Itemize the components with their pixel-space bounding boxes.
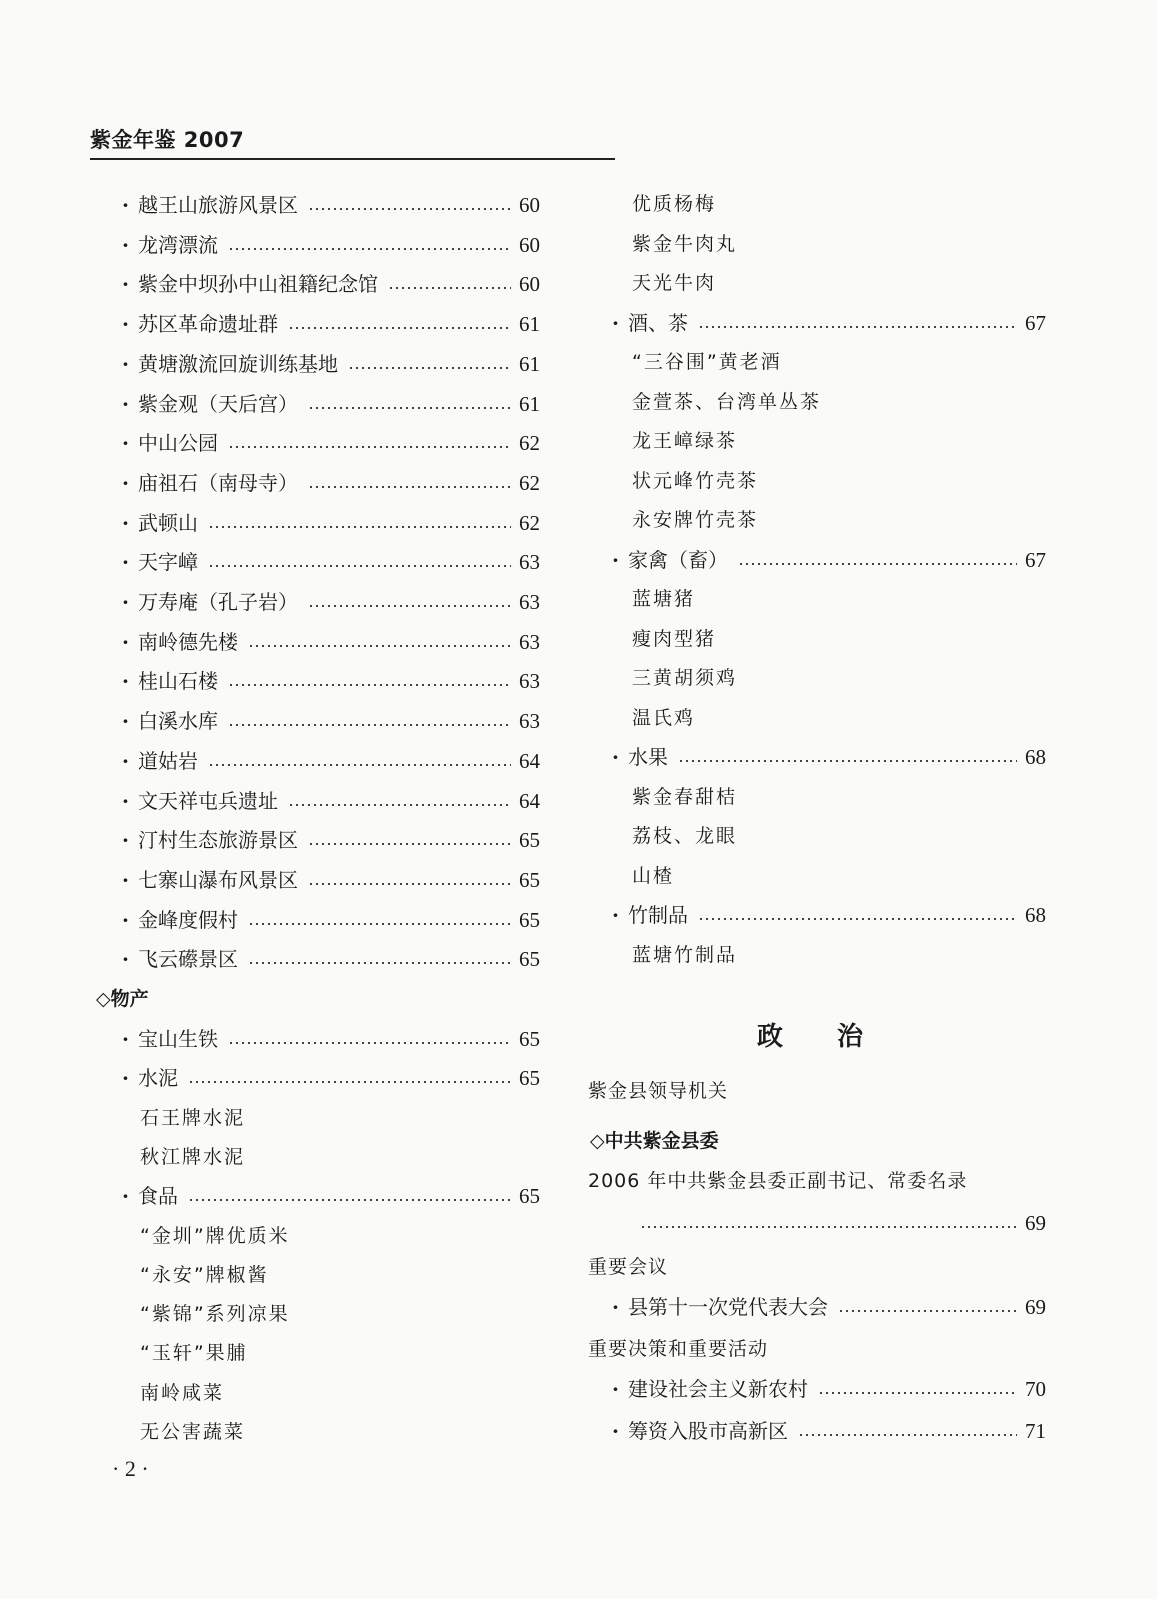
dot-leader bbox=[678, 760, 1017, 762]
page-number: 68 bbox=[1025, 903, 1046, 927]
leadership-heading: 紫金县领导机关 bbox=[588, 1080, 729, 1102]
bullet: · bbox=[122, 550, 129, 575]
toc-entry bbox=[122, 585, 540, 619]
bullet: · bbox=[122, 788, 129, 813]
dot-leader bbox=[228, 446, 511, 448]
decisions-heading: 重要决策和重要活动 bbox=[588, 1338, 769, 1360]
bullet: · bbox=[122, 232, 129, 257]
toc-entry bbox=[612, 740, 1046, 774]
bullet: · bbox=[122, 391, 129, 416]
sub-item: 秋江牌水泥 bbox=[140, 1145, 246, 1168]
entry-label: 苏区革命遗址群 bbox=[138, 312, 278, 337]
entry-label: 县第十一次党代表大会 bbox=[628, 1295, 828, 1319]
entry-label: 七寨山瀑布风景区 bbox=[138, 867, 298, 892]
sub-item: 状元峰竹壳茶 bbox=[632, 469, 759, 492]
bullet: · bbox=[612, 1419, 619, 1443]
toc-entry bbox=[122, 426, 540, 460]
toc-entry bbox=[122, 307, 540, 341]
page-number: 62 bbox=[519, 510, 540, 535]
bullet: · bbox=[612, 745, 619, 769]
page-number: 61 bbox=[519, 312, 540, 337]
header-title: 紫金年鉴 2007 bbox=[90, 128, 245, 152]
page-number: 65 bbox=[519, 1027, 540, 1051]
entry-label: 庙祖石（南母寺） bbox=[138, 470, 298, 495]
page-number: 70 bbox=[1025, 1377, 1046, 1401]
sub-item: 无公害蔬菜 bbox=[140, 1421, 246, 1443]
dot-leader bbox=[248, 645, 511, 647]
toc-entry bbox=[122, 1061, 540, 1095]
page-number: 62 bbox=[519, 470, 540, 495]
bullet: · bbox=[122, 470, 129, 495]
dot-leader bbox=[288, 327, 511, 329]
page-number: 63 bbox=[519, 669, 540, 694]
dot-leader bbox=[698, 918, 1017, 920]
entry-label: 龙湾漂流 bbox=[138, 232, 218, 257]
dot-leader bbox=[288, 804, 511, 806]
sub-item: 天光牛肉 bbox=[632, 272, 717, 294]
sub-item: 南岭咸菜 bbox=[140, 1381, 225, 1404]
roster-entry bbox=[640, 1206, 1046, 1240]
page-number: 65 bbox=[519, 947, 540, 972]
bullet: · bbox=[122, 947, 129, 972]
dot-leader bbox=[798, 1434, 1017, 1436]
dot-leader bbox=[228, 684, 511, 686]
page-number: 71 bbox=[1025, 1419, 1046, 1443]
dot-leader bbox=[640, 1226, 1017, 1228]
toc-entry bbox=[122, 942, 540, 976]
entry-label: 水泥 bbox=[138, 1066, 178, 1091]
bullet: · bbox=[122, 629, 129, 654]
bullet: · bbox=[122, 709, 129, 734]
bullet: · bbox=[122, 1066, 129, 1091]
page-number: 65 bbox=[519, 907, 540, 932]
bullet: · bbox=[612, 1377, 619, 1401]
toc-entry bbox=[122, 664, 540, 698]
toc-entry bbox=[122, 863, 540, 897]
toc-entry bbox=[612, 1414, 1046, 1448]
page-number: 67 bbox=[1025, 547, 1046, 572]
page-number: 60 bbox=[519, 193, 540, 217]
entry-label: 天字嶂 bbox=[138, 550, 198, 575]
toc-entry bbox=[122, 267, 540, 301]
sub-item: “玉轩”果脯 bbox=[140, 1342, 248, 1365]
entry-label: 汀村生态旅游景区 bbox=[138, 828, 298, 853]
bullet: · bbox=[122, 907, 129, 932]
entry-label: 紫金观（天后宫） bbox=[138, 391, 298, 416]
toc-entry bbox=[122, 506, 540, 540]
sub-item: 蓝塘猪 bbox=[632, 588, 696, 610]
bullet: · bbox=[122, 351, 129, 376]
dot-leader bbox=[188, 1081, 511, 1083]
sub-item: 紫金春甜桔 bbox=[632, 785, 738, 808]
bullet: · bbox=[122, 312, 129, 337]
dot-leader bbox=[698, 326, 1017, 328]
dot-leader bbox=[738, 563, 1017, 565]
page-number: 65 bbox=[519, 828, 540, 853]
entry-label: 越王山旅游风景区 bbox=[138, 193, 298, 217]
dot-leader bbox=[228, 724, 511, 726]
sub-item: “金圳”牌优质米 bbox=[140, 1224, 290, 1247]
toc-entry bbox=[612, 1372, 1046, 1406]
bullet: · bbox=[122, 1184, 129, 1209]
entry-label: 紫金中坝孙中山祖籍纪念馆 bbox=[138, 272, 378, 297]
dot-leader bbox=[228, 1042, 511, 1044]
entry-label: 水果 bbox=[628, 745, 668, 769]
entry-label: 武顿山 bbox=[138, 510, 198, 535]
entry-label: 竹制品 bbox=[628, 903, 688, 927]
page-number: 61 bbox=[519, 351, 540, 376]
page-number: 68 bbox=[1025, 745, 1046, 769]
toc-entry bbox=[122, 784, 540, 818]
dot-leader bbox=[308, 605, 511, 607]
dot-leader bbox=[248, 962, 511, 964]
entry-label: 南岭德先楼 bbox=[138, 629, 238, 654]
dot-leader bbox=[308, 883, 511, 885]
toc-entry bbox=[122, 903, 540, 937]
toc-entry bbox=[122, 625, 540, 659]
roster-title: 2006 年中共紫金县委正副书记、常委名录 bbox=[588, 1170, 968, 1192]
sub-item: 瘦肉型猪 bbox=[632, 627, 717, 650]
bullet: · bbox=[122, 828, 129, 853]
toc-entry bbox=[122, 228, 540, 262]
page-number: 60 bbox=[519, 272, 540, 297]
toc-entry bbox=[122, 744, 540, 778]
toc-entry bbox=[122, 188, 540, 222]
toc-entry bbox=[122, 823, 540, 857]
bullet: · bbox=[122, 867, 129, 892]
dot-leader bbox=[388, 287, 511, 289]
entry-label: 文天祥屯兵遗址 bbox=[138, 788, 278, 813]
sub-item: 龙王嶂绿茶 bbox=[632, 430, 738, 452]
toc-entry bbox=[122, 387, 540, 421]
page-number: 69 bbox=[1025, 1211, 1046, 1235]
page-number: 62 bbox=[519, 431, 540, 456]
chapter-title: 政治 bbox=[757, 1022, 918, 1052]
entry-label: 白溪水库 bbox=[138, 709, 218, 734]
page-number: 65 bbox=[519, 1184, 540, 1209]
sub-item: 金萱茶、台湾单丛茶 bbox=[632, 390, 822, 413]
footer-page-number: · 2 · bbox=[112, 1456, 149, 1481]
page-number: 64 bbox=[519, 748, 540, 773]
entry-label: 万寿庵（孔子岩） bbox=[138, 590, 298, 614]
dot-leader bbox=[348, 367, 511, 369]
entry-label: 筹资入股市高新区 bbox=[628, 1419, 788, 1443]
page-number: 61 bbox=[519, 391, 540, 416]
sub-item: 山楂 bbox=[632, 864, 675, 887]
page-number: 63 bbox=[519, 629, 540, 654]
page-number: 64 bbox=[519, 788, 540, 813]
dot-leader bbox=[818, 1392, 1017, 1394]
page-number: 69 bbox=[1025, 1295, 1046, 1319]
dot-leader bbox=[838, 1310, 1017, 1312]
toc-entry bbox=[612, 543, 1046, 577]
page-number: 63 bbox=[519, 709, 540, 734]
sub-item: 石王牌水泥 bbox=[140, 1106, 246, 1129]
sub-item: 三黄胡须鸡 bbox=[632, 667, 738, 689]
page-number: 63 bbox=[519, 550, 540, 575]
sub-item: 蓝塘竹制品 bbox=[632, 943, 738, 966]
toc-entry bbox=[612, 898, 1046, 932]
page-number: 67 bbox=[1025, 310, 1046, 335]
bullet: · bbox=[122, 1027, 129, 1051]
toc-entry bbox=[612, 306, 1046, 340]
entry-label: 黄塘激流回旋训练基地 bbox=[138, 351, 338, 376]
entry-label: 酒、茶 bbox=[628, 310, 688, 335]
bullet: · bbox=[612, 903, 619, 927]
sub-item: “紫锦”系列凉果 bbox=[140, 1303, 290, 1326]
toc-entry bbox=[122, 347, 540, 381]
dot-leader bbox=[248, 923, 511, 925]
page-number: 65 bbox=[519, 867, 540, 892]
page-number: 63 bbox=[519, 590, 540, 614]
toc-entry bbox=[122, 466, 540, 500]
header-rule bbox=[90, 158, 615, 160]
bullet: · bbox=[122, 748, 129, 773]
entry-label: 家禽（畜） bbox=[628, 547, 728, 572]
toc-entry bbox=[612, 1290, 1046, 1324]
products-heading: ◇物产 bbox=[96, 988, 149, 1010]
dot-leader bbox=[208, 526, 511, 528]
meetings-heading: 重要会议 bbox=[588, 1256, 669, 1278]
bullet: · bbox=[122, 590, 129, 614]
bullet: · bbox=[612, 547, 619, 572]
toc-entry bbox=[122, 1179, 540, 1213]
bullet: · bbox=[612, 1295, 619, 1319]
dot-leader bbox=[308, 486, 511, 488]
dot-leader bbox=[188, 1199, 511, 1201]
sub-item: 永安牌竹壳茶 bbox=[632, 509, 759, 531]
dot-leader bbox=[228, 248, 511, 250]
bullet: · bbox=[612, 310, 619, 335]
bullet: · bbox=[122, 272, 129, 297]
toc-entry bbox=[122, 545, 540, 579]
entry-label: 中山公园 bbox=[138, 431, 218, 456]
toc-entry bbox=[122, 1022, 540, 1056]
dot-leader bbox=[308, 407, 511, 409]
bullet: · bbox=[122, 669, 129, 694]
bullet: · bbox=[122, 510, 129, 535]
entry-label: 宝山生铁 bbox=[138, 1027, 218, 1051]
entry-label: 食品 bbox=[138, 1184, 178, 1209]
sub-item: “三谷围”黄老酒 bbox=[632, 351, 782, 373]
entry-label: 建设社会主义新农村 bbox=[628, 1377, 808, 1401]
committee-heading: ◇中共紫金县委 bbox=[590, 1130, 719, 1152]
sub-item: 温氏鸡 bbox=[632, 706, 696, 729]
dot-leader bbox=[308, 843, 511, 845]
dot-leader bbox=[208, 565, 511, 567]
bullet: · bbox=[122, 193, 129, 217]
bullet: · bbox=[122, 431, 129, 456]
dot-leader bbox=[308, 208, 511, 210]
dot-leader bbox=[208, 764, 511, 766]
sub-item: 紫金牛肉丸 bbox=[632, 232, 738, 255]
entry-label: 飞云礤景区 bbox=[138, 947, 238, 972]
sub-item: 优质杨梅 bbox=[632, 193, 717, 215]
entry-label: 桂山石楼 bbox=[138, 669, 218, 694]
toc-entry bbox=[122, 704, 540, 738]
entry-label: 道姑岩 bbox=[138, 748, 198, 773]
entry-label: 金峰度假村 bbox=[138, 907, 238, 932]
page-number: 65 bbox=[519, 1066, 540, 1091]
sub-item: 荔枝、龙眼 bbox=[632, 825, 738, 847]
page-number: 60 bbox=[519, 232, 540, 257]
sub-item: “永安”牌椒酱 bbox=[140, 1263, 269, 1286]
